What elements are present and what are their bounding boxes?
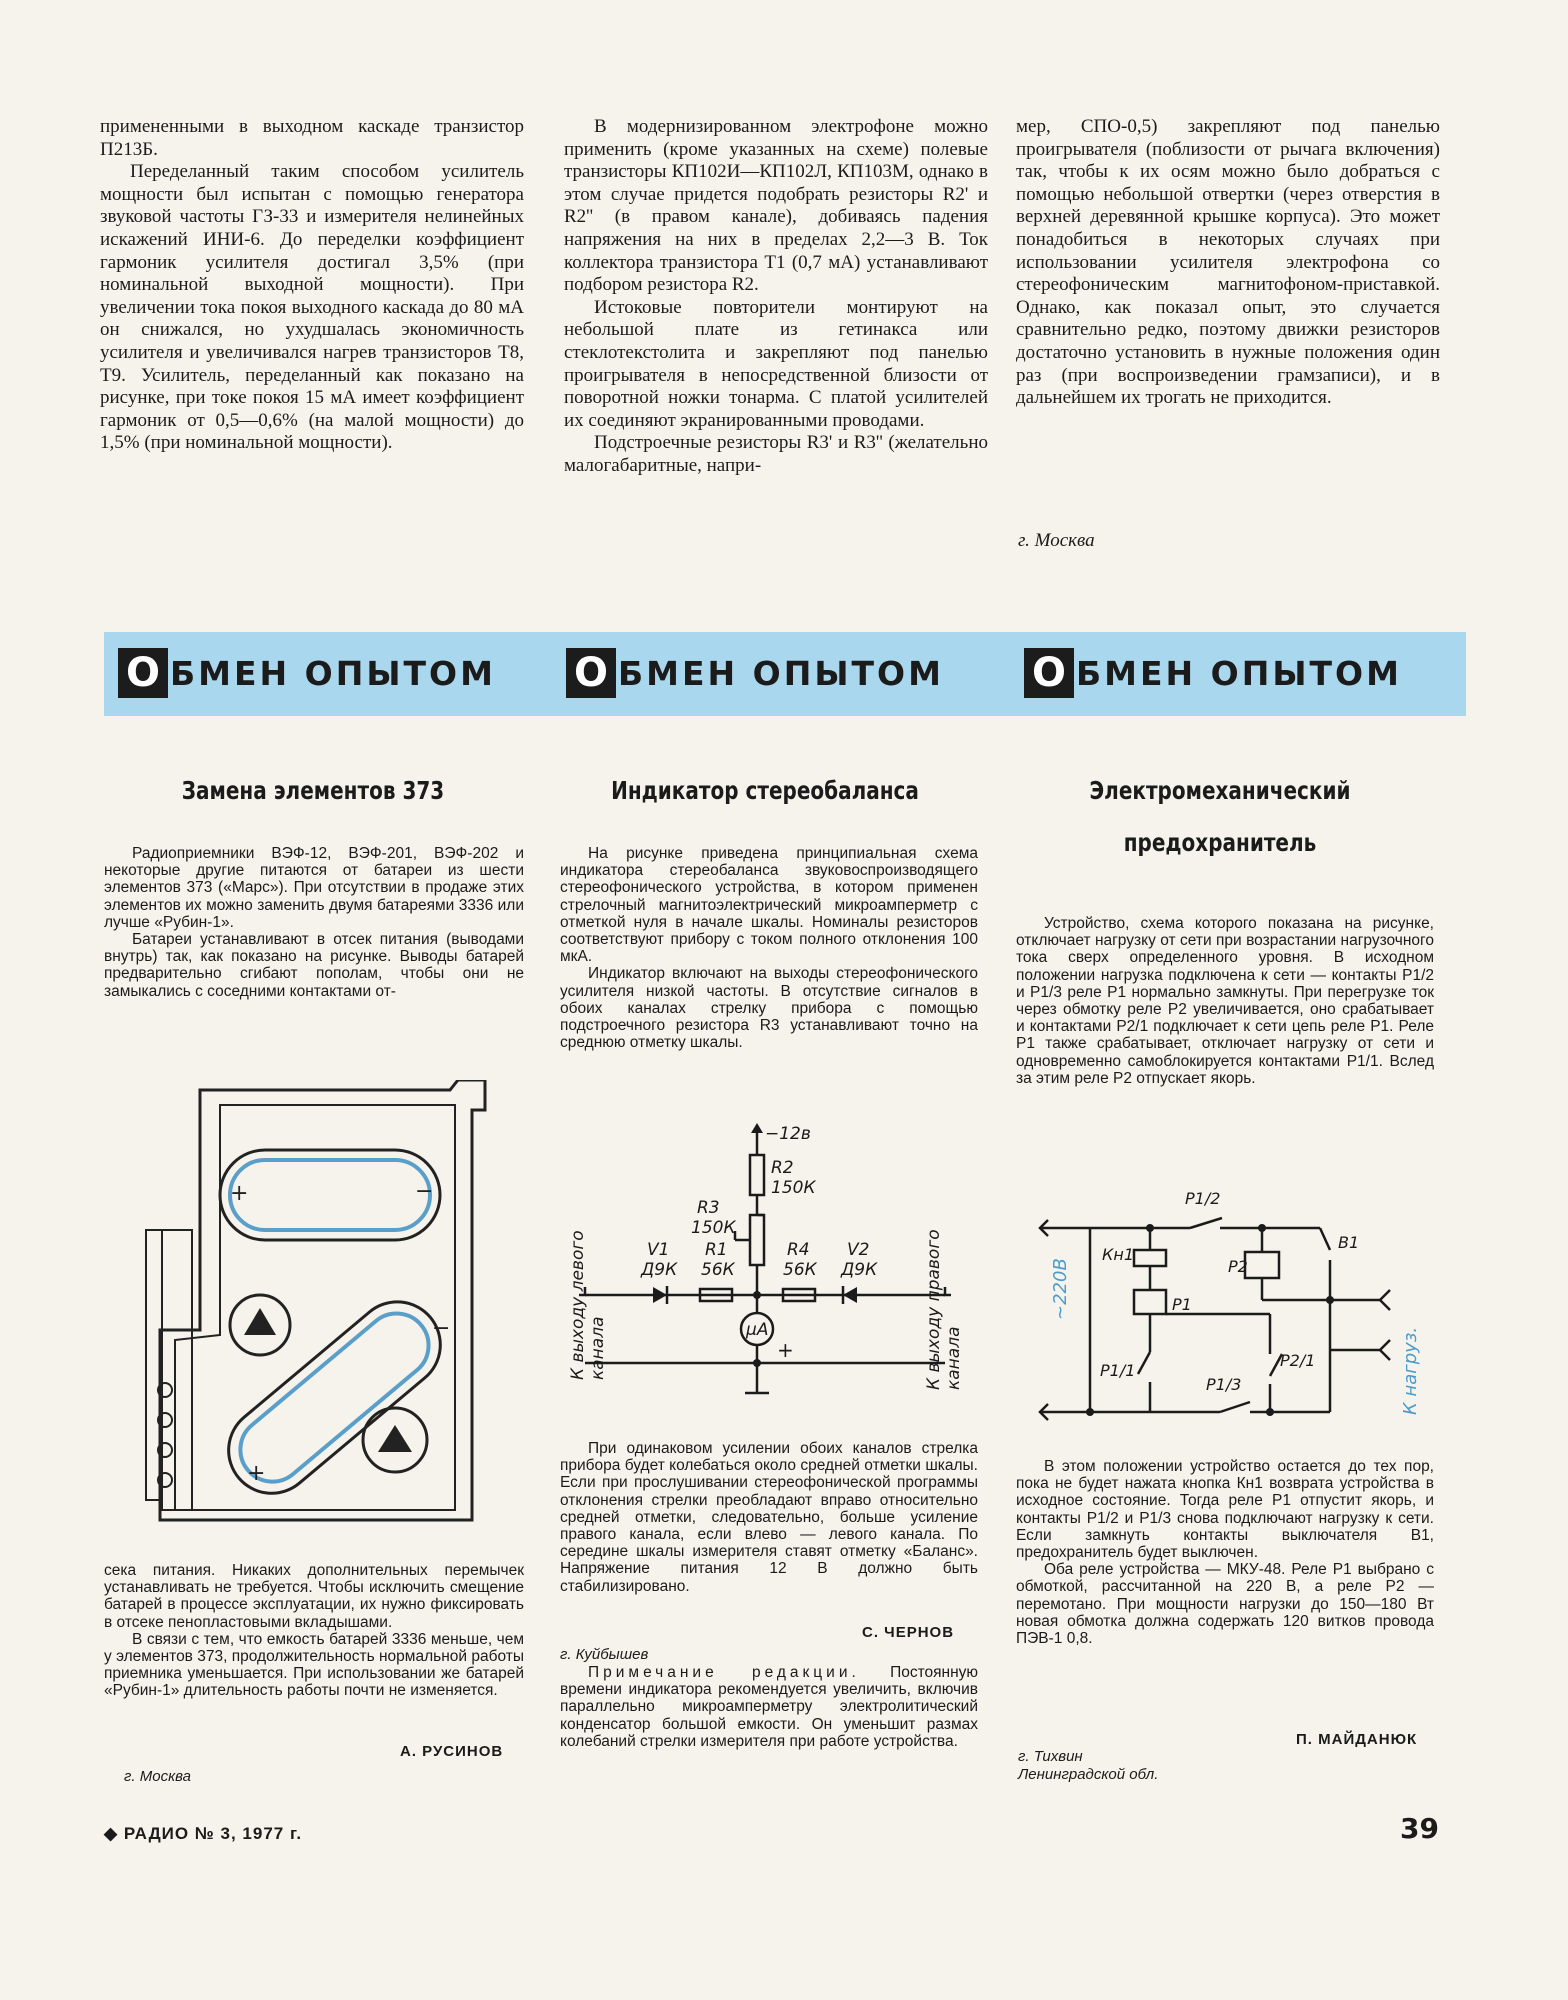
supply-label: −12в bbox=[765, 1124, 811, 1144]
section-banner bbox=[104, 632, 1466, 716]
city-moscow-top: г. Москва bbox=[1018, 530, 1095, 551]
note-label: Примечание редакции. bbox=[588, 1664, 860, 1681]
article2-signature: С. ЧЕРНОВ bbox=[862, 1624, 955, 1641]
v2-type: Д9К bbox=[841, 1260, 878, 1280]
p21-label: P2/1 bbox=[1280, 1351, 1316, 1370]
right-channel-label-2: канала bbox=[944, 1326, 964, 1390]
b1-label: B1 bbox=[1338, 1233, 1360, 1252]
p2-label: P2 bbox=[1228, 1257, 1248, 1276]
r3-value: 150К bbox=[691, 1218, 736, 1238]
article1-signature: А. РУСИНОВ bbox=[400, 1743, 504, 1760]
meter-label: μA bbox=[746, 1320, 769, 1340]
page-number: 39 bbox=[1400, 1812, 1439, 1845]
article3-signature: П. МАЙДАНЮК bbox=[1296, 1731, 1418, 1748]
article3-city: г. Тихвин bbox=[1018, 1748, 1083, 1765]
fuse-schematic bbox=[1030, 1180, 1430, 1440]
paragraph bbox=[560, 1664, 978, 1750]
r4-label: R4 bbox=[787, 1240, 810, 1260]
banner-label bbox=[566, 648, 944, 698]
banner-text: БМЕН ОПЫТОМ bbox=[618, 653, 944, 693]
paragraph: примененными в выходном каскаде транзистор П213Б. bbox=[100, 116, 524, 160]
stereo-balance-schematic bbox=[565, 1115, 965, 1405]
paragraph: Оба реле устройства — МКУ-48. Реле P1 выбрано с обмоткой, рассчитанной на 220 В, а реле P2 — перемотано. При мощности нагрузки до 150—180 Вт новая обмотка должна содержать 120 витков провода ПЭВ-1 0,8. bbox=[1016, 1561, 1434, 1648]
v1-type: Д9К bbox=[641, 1260, 678, 1280]
article2-text-top bbox=[560, 845, 978, 1051]
banner-label bbox=[1024, 648, 1402, 698]
polarity-minus: − bbox=[432, 1316, 451, 1341]
paragraph: Батареи устанавливают в отсек питания (выводами внутрь) так, как показано на рисунке. Выводы батарей предварительно сгибают пополам, чтобы они не замыкались с соседними контактами от- bbox=[104, 931, 524, 1000]
paragraph: сека питания. Никаких дополнительных перемычек устанавливать не требуется. Чтобы исключить смещение батарей в процессе эксплуатации, их нужно фиксировать в отсеке пенопластовыми вкладышами. bbox=[104, 1562, 524, 1631]
paragraph: Переделанный таким способом усилитель мощности был испытан с помощью генератора звуковой частоты ГЗ-33 и измерителя нелинейных искажений ИНИ-6. До переделки коэффициент гармоник усилителя достигал 3,5% (при номинальной выходной мощности). При увеличении тока покоя выходного каскада до 80 мА он снижался, но ухудшалась экономичность усилителя и увеличивался нагрев транзисторов T8, T9. Усилитель, переделанный как показано на рисунке, при токе покоя 15 мА имеет коэффициент гармоник от 0,5—0,6% (на малой мощности) до 1,5% (при номинальной мощности). bbox=[100, 161, 524, 454]
right-channel-label: К выходу правого bbox=[924, 1229, 944, 1390]
paragraph: На рисунке приведена принципиальная схема индикатора стереобаланса звуковоспроизводящего стереофонического устройства, в котором применен стрелочный магнитоэлектрический микроамперметр с отметкой нуля в начале шкалы. Номиналы резисторов соответствуют прибору с током полного отклонения 100 мкА. bbox=[560, 845, 978, 966]
article1-text-bottom bbox=[104, 1562, 524, 1700]
paragraph: В модернизированном электрофоне можно применить (кроме указанных на схеме) полевые транзисторы КП102И—КП102Л, КП103М, однако в этом случае придется подобрать резисторы R2' и R2'' (в правом канале), добиваясь падения напряжения на них в пределах 2,2—3 В. Ток коллектора транзистора T1 (0,7 мА) устанавливают подбором резистора R2. bbox=[564, 116, 988, 296]
r1-label: R1 bbox=[705, 1240, 728, 1260]
r4-value: 56К bbox=[783, 1260, 817, 1280]
paragraph: Устройство, схема которого показана на рисунке, отключает нагрузку от сети при возрастании нагрузочного тока сверх определенного уровня. В исходном положении нагрузка подключена к сети — контакты P1/2 и P1/3 реле P1 нормально замкнуты. При перегрузке ток через обмотку реле P2 увеличивается, оно срабатывает и контактами P2/1 подключает к сети цепь реле P1. Реле P1 также срабатывает, отключает нагрузку от сети и одновременно самоблокируется контактами P1/1. Вслед за этим реле P2 отпускает якорь. bbox=[1016, 915, 1434, 1087]
article3-text-top bbox=[1016, 915, 1434, 1087]
paragraph: В связи с тем, что емкость батарей 3336 меньше, чем у элементов 373, продолжительность нормальной работы приемника уменьшается. При использовании же батарей «Рубин-1» длительность работы почти не изменяется. bbox=[104, 1630, 524, 1700]
banner-initial: О bbox=[118, 648, 168, 698]
diamond-icon: ◆ bbox=[104, 1824, 119, 1843]
left-channel-label: К выходу левого bbox=[568, 1230, 588, 1380]
paragraph: Истоковые повторители монтируют на небольшой плате из гетинакса или стеклотекстолита и закрепляют под панелью проигрывателя в непосредственной близости от поворотной ножки тонарма. С платой усилителей их соединяют экранированными проводами. bbox=[564, 296, 988, 431]
paragraph: В этом положении устройство остается до тех пор, пока не будет нажата кнопка Кн1 возврата устройства в исходное состояние. Тогда реле P1 отпустит якорь, и контакты P1/2 и P1/3 снова подключают нагрузку к сети. Если замкнуть контакты выключателя B1, предохранитель будет выключен. bbox=[1016, 1458, 1434, 1562]
battery-compartment-figure bbox=[140, 1080, 520, 1550]
load-label: К нагруз. bbox=[1400, 1326, 1421, 1415]
v2-label: V2 bbox=[847, 1240, 870, 1260]
mains-label: ~220В bbox=[1050, 1258, 1071, 1320]
polarity-minus: − bbox=[415, 1179, 434, 1204]
paragraph: Подстроечные резисторы R3' и R3'' (желательно малогабаритные, напри- bbox=[564, 432, 988, 476]
polarity-plus: + bbox=[247, 1461, 266, 1486]
p12-label: P1/2 bbox=[1185, 1189, 1221, 1208]
banner-text: БМЕН ОПЫТОМ bbox=[1076, 653, 1402, 693]
polarity-plus: + bbox=[230, 1181, 249, 1206]
page-footer bbox=[104, 1824, 302, 1844]
r2-value: 150К bbox=[771, 1178, 816, 1198]
top-col2 bbox=[564, 116, 988, 478]
article3-title: Электромеханический bbox=[1089, 776, 1351, 805]
banner-text: БМЕН ОПЫТОМ bbox=[170, 653, 496, 693]
r3-label: R3 bbox=[697, 1198, 720, 1218]
article2-editor-note bbox=[560, 1664, 978, 1750]
note-text: Постоянную времени индикатора рекомендуется увеличить, включив параллельно микроамперметру электролитический конденсатор большой емкости. Он уменьшит размах колебаний стрелки измерителя при работе устройства. bbox=[560, 1664, 979, 1750]
v1-label: V1 bbox=[647, 1240, 670, 1260]
left-channel-label-2: канала bbox=[588, 1316, 608, 1380]
p1-label: P1 bbox=[1172, 1295, 1192, 1314]
top-col1 bbox=[100, 116, 524, 455]
article3-title-line2: предохранитель bbox=[1123, 828, 1317, 857]
p11-label: P1/1 bbox=[1100, 1361, 1136, 1380]
article2-text-bottom bbox=[560, 1440, 978, 1595]
r1-value: 56К bbox=[701, 1260, 735, 1280]
article2-title: Индикатор стереобаланса bbox=[611, 776, 919, 805]
article1-title: Замена элементов 373 bbox=[181, 776, 445, 805]
article3-text-bottom bbox=[1016, 1458, 1434, 1647]
meter-plus: + bbox=[777, 1338, 794, 1362]
article1-text-top bbox=[104, 845, 524, 1000]
article2-city: г. Куйбышев bbox=[560, 1646, 649, 1663]
banner-label bbox=[118, 648, 496, 698]
paragraph: Радиоприемники ВЭФ-12, ВЭФ-201, ВЭФ-202 и некоторые другие питаются от батареи из шести элементов 373 («Марс»). При отсутствии в продаже этих элементов их можно заменить двумя батареями 3336 или лучше «Рубин-1». bbox=[104, 845, 524, 931]
paragraph: При одинаковом усилении обоих каналов стрелка прибора будет колебаться около средней отметки шкалы. Если при прослушивании стереофонической программы отклонения стрелки преобладают вправо относительно средней отметки, следовательно, больше усиление правого канала, если влево — левого канала. По середине шкалы измерителя ставят отметку «Баланс». Напряжение питания 12 В должно быть стабилизировано. bbox=[560, 1440, 978, 1595]
top-col3 bbox=[1016, 116, 1440, 410]
banner-initial: О bbox=[1024, 648, 1074, 698]
kn1-label: Кн1 bbox=[1102, 1245, 1134, 1264]
paragraph: мер, СПО-0,5) закрепляют под панелью проигрывателя (поблизости от рычага включения) так, чтобы к их осям можно было добраться с помощью небольшой отвертки (через отверстия в верхней деревянной крышке корпуса). Это может понадобиться в некоторых случаях при использовании усилителя электрофона со стереофоническим магнитофоном-приставкой. Однако, как показал опыт, это случается сравнительно редко, поэтому движки резисторов достаточно установить в нужные положения один раз (при воспроизведении грамзаписи), и в дальнейшем их трогать не приходится. bbox=[1016, 116, 1440, 409]
banner-initial: О bbox=[566, 648, 616, 698]
article1-city: г. Москва bbox=[124, 1768, 191, 1785]
paragraph: Индикатор включают на выходы стереофонического усилителя низкой частоты. В отсутствие сигналов в обоих каналах стрелку прибора с помощью подстроечного резистора R3 устанавливают точно на среднюю отметку шкалы. bbox=[560, 965, 978, 1052]
issue-label: РАДИО № 3, 1977 г. bbox=[123, 1824, 303, 1843]
r2-label: R2 bbox=[771, 1158, 794, 1178]
p13-label: P1/3 bbox=[1206, 1375, 1242, 1394]
article3-city-region: Ленинградской обл. bbox=[1018, 1766, 1159, 1783]
